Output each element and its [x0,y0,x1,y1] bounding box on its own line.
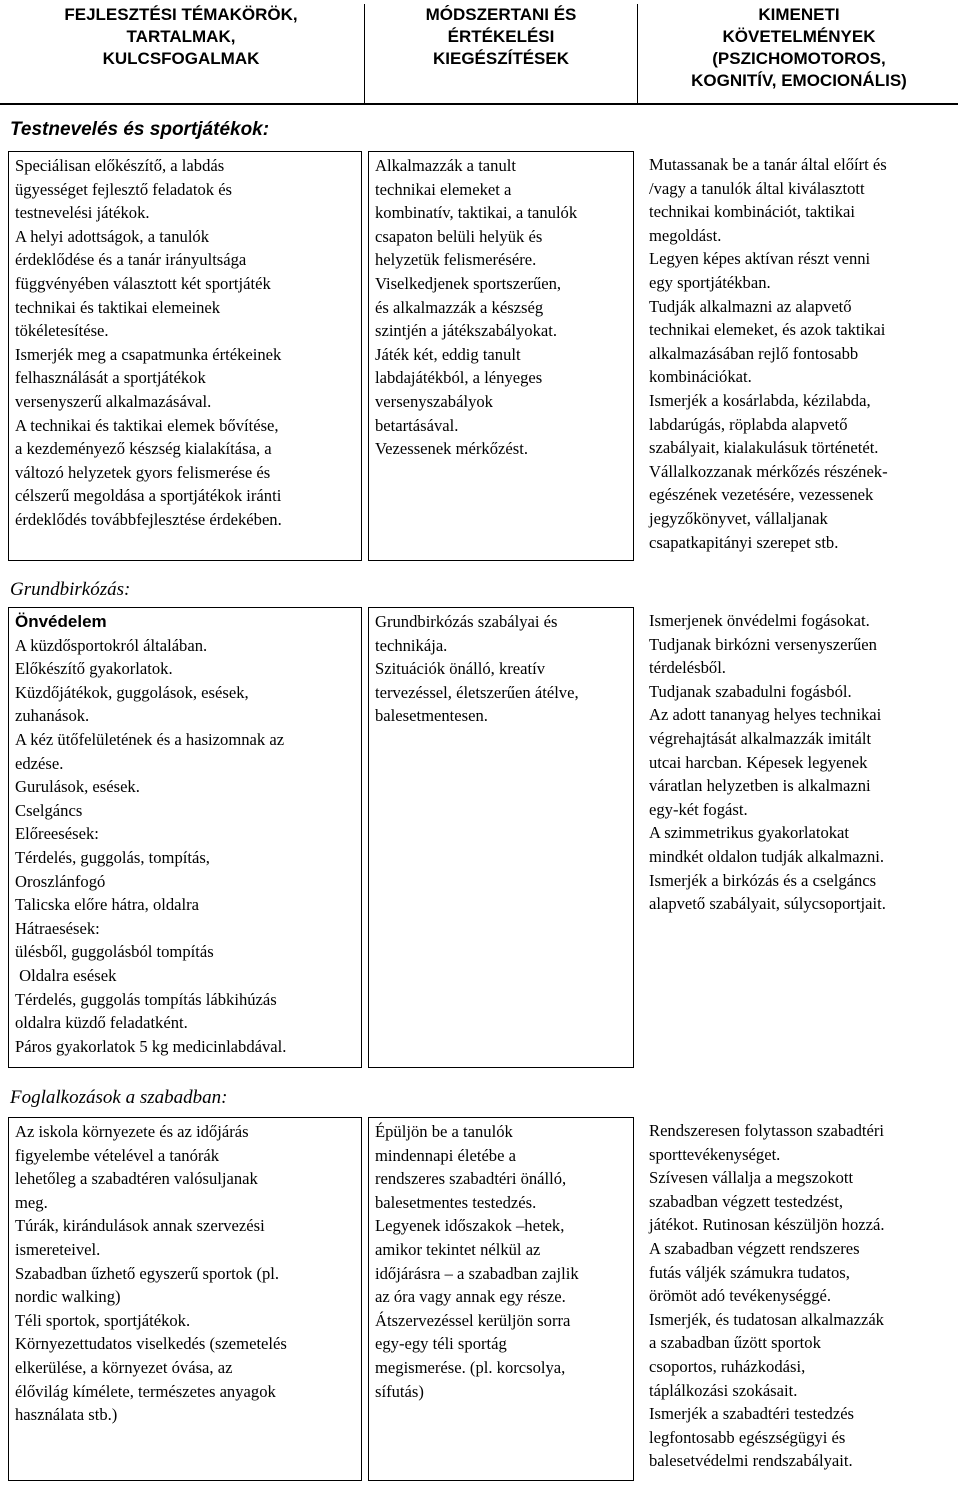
text-line: Gurulások, esések. [15,777,140,797]
text-line: csapatkapitányi szerepet stb. [649,532,839,552]
text-line: Tudjanak szabadulni fogásból. [649,681,852,701]
text-line: Épüljön be a tanulók [375,1122,513,1141]
header-rule [0,103,958,105]
text-line: felhasználását a sportjátékok [15,368,206,388]
text-line: Legyenek időszakok –hetek, [375,1216,565,1236]
text-line: Grundbirkózás szabályai és [375,612,558,631]
text-line: csapaton belüli helyük és [375,226,543,246]
text-line: technikai kombinációt, taktikai [649,202,855,222]
text-line: MÓDSZERTANI ÉS [425,5,577,24]
section-title-outdoor: Foglalkozások a szabadban: [10,1087,228,1108]
text-line: tervezéssel, életszerűen átélve, [375,682,579,702]
text-line: technikai elemeket, és azok taktikai [649,320,886,340]
text-line: A kéz ütőfelületének és a hasizomnak az [15,729,285,749]
text-line: egy sportjátékban. [649,272,771,292]
text-line: testnevelési játékok. [15,203,150,223]
text-line: célszerű megoldása a sportjátékok iránti [15,486,282,506]
text-line: KIEGÉSZÍTÉSEK [432,49,570,68]
text-line: KIMENETI [758,5,840,24]
text-line: érdeklődése és a tanár irányultsága [15,250,247,270]
text-line: használata stb.) [15,1405,118,1425]
text-line: sífutás) [375,1381,424,1401]
text-line: Szituációk önálló, kreatív [375,659,546,679]
text-line: Tudjanak birkózni versenyszerűen [649,634,877,654]
text-line: mindennapi életébe a [375,1145,516,1165]
text-line: betartásával. [375,415,459,435]
text-line: ügyességet fejlesztő feladatok és [15,179,233,199]
text-line: KOGNITÍV, EMOCIONÁLIS) [691,71,907,90]
text-line: csoportos, ruházkodási, [649,1356,806,1376]
text-line: technikája. [375,635,448,655]
text-line: az óra vagy annak egy része. [375,1287,566,1307]
text-line: Túrák, kirándulások annak szervezési [15,1216,265,1236]
text-line: egészének vezetésére, vezessenek [649,485,874,505]
text-line: Környezettudatos viselkedés (szemetelés [15,1334,287,1354]
text-line: edzése. [15,753,64,773]
text-line: Mutassanak be a tanár által előírt és [649,155,887,174]
text-line: táplálkozási szokásait. [649,1380,798,1400]
header-col-topics [0,4,362,102]
text-line: Legyen képes aktívan részt venni [649,249,871,269]
wrestling-outcomes-box [643,607,957,1068]
text-line: szabályait, kialakulásuk történetét. [649,438,879,458]
text-line: élővilág kímélete, természetes anyagok [15,1381,276,1401]
text-line: figyelembe vételével a tanórák [15,1145,220,1165]
text-line: Vezessenek mérkőzést. [375,439,528,459]
text-line: Viselkedjenek sportszerűen, [375,273,562,293]
text-line: kombinációkat. [649,367,752,387]
sport-outcomes-box [643,151,957,561]
text-line: versenyszerű alkalmazásával. [15,391,212,411]
text-line: Küzdőjátékok, guggolások, esések, [15,682,249,702]
text-line: meg. [15,1192,48,1212]
header-col-methods [367,4,635,102]
text-line: érdeklődés továbbfejlesztése érdekében. [15,509,282,529]
outdoor-topics-box [8,1117,362,1481]
section-title-sport: Testnevelés és sportjátékok: [10,119,270,140]
text-line: nordic walking) [15,1287,121,1307]
text-line: váratlan helyzetben is alkalmazni [649,776,871,796]
text-line: Ismerjék a birkózás és a cselgáncs [649,870,877,890]
header-divider-1 [364,4,365,103]
text-line: megoldást. [649,225,722,245]
text-line: sporttevékenységet. [649,1144,781,1164]
wrestling-topics-box [8,607,362,1068]
text-line: örömöt adó tevékenységgé. [649,1286,832,1306]
text-line: KÖVETELMÉNYEK [722,27,876,46]
text-line: oldalra küzdő feladatként. [15,1013,188,1033]
text-line: alkalmazásában rejlő fontosabb [649,343,859,363]
text-line: Szabadban űzhető egyszerű sportok (pl. [15,1263,280,1283]
wrestling-topics-lines [15,634,355,1059]
text-line: A szimmetrikus gyakorlatokat [649,823,850,843]
sport-methods-box [368,151,634,561]
text-line: helyzetük felismerésére. [375,250,537,270]
header-col-outcomes [640,4,958,102]
text-line: Rendszeresen folytasson szabadtéri [649,1121,884,1140]
text-line: tökéletesítése. [15,321,109,341]
text-line: Cselgáncs [15,800,83,820]
text-line: Az iskola környezete és az időjárás [15,1122,249,1141]
text-line: egy-egy téli sportág [375,1334,507,1354]
text-line: végrehajtását alkalmazzák imitált [649,728,872,748]
text-line: Oroszlánfogó [15,871,106,891]
text-line: Az adott tananyag helyes technikai [649,705,882,725]
wrestling-subheading: Önvédelem [15,612,107,631]
header-divider-2 [637,4,638,103]
text-line: Előkészítő gyakorlatok. [15,659,173,679]
text-line: Hátraesések: [15,918,100,938]
text-line: Átszervezéssel kerüljön sorra [375,1310,571,1330]
text-line: lehetőleg a szabadtéren valósuljanak [15,1169,258,1189]
text-line: kombinatív, taktikai, a tanulók [375,203,578,223]
text-line: labdarúgás, röplabda alapvető [649,414,848,434]
text-line: Térdelés, guggolás tompítás lábkihúzás [15,989,277,1009]
text-line: utcai harcban. Képesek legyenek [649,752,868,772]
text-line: zuhanások. [15,706,90,726]
text-line: egy-két fogást. [649,799,748,819]
text-line: labdajátékból, a lényeges [375,368,543,388]
text-line: a kezdeményező készség kialakítása, a [15,439,272,459]
outdoor-methods-box [368,1117,634,1481]
text-line: szintjén a játékszabályokat. [375,321,557,341]
text-line: KULCSFOGALMAK [102,49,260,68]
text-line: időjárásra – a szabadban zajlik [375,1263,579,1283]
text-line: Ismerjék a szabadtéri testedzés [649,1404,855,1424]
text-line: TARTALMAK, [126,27,236,46]
text-line: A technikai és taktikai elemek bővítése, [15,415,279,435]
text-line: ülésből, guggolásból tompítás [15,942,214,962]
text-line: szabadban végzett testedzést, [649,1191,843,1211]
text-line: FEJLESZTÉSI TÉMAKÖRÖK, [64,5,298,24]
outdoor-outcomes-box [643,1117,957,1481]
text-line: Térdelés, guggolás, tompítás, [15,847,210,867]
text-line: A helyi adottságok, a tanulók [15,226,210,246]
text-line: játékot. Rutinosan készüljön hozzá. [649,1215,885,1235]
text-line: technikai és taktikai elemeinek [15,297,221,317]
text-line: és alkalmazzák a készség [375,297,544,317]
text-line: alapvető szabályait, súlycsoportjait. [649,894,886,914]
text-line: balesetmentes testedzés. [375,1192,537,1212]
text-line: Téli sportok, sportjátékok. [15,1310,191,1330]
text-line: futás váljék számukra tudatos, [649,1262,850,1282]
text-line: ÉRTÉKELÉSI [447,27,555,46]
text-line: Játék két, eddig tanult [375,344,521,364]
text-line: Ismerjék a kosárlabda, kézilabda, [649,390,871,410]
text-line: rendszeres szabadtéri önálló, [375,1169,567,1189]
text-line: Szívesen vállalja a megszokott [649,1168,854,1188]
text-line: A szabadban végzett rendszeres [649,1238,860,1258]
text-line: jegyzőkönyvet, vállaljanak [649,508,828,528]
text-line: Oldalra esések [15,965,117,985]
text-line: (PSZICHOMOTOROS, [712,49,886,68]
text-line: változó helyzetek gyors felismerése és [15,462,271,482]
text-line: megismerése. (pl. korcsolya, [375,1357,566,1377]
text-line: Talicska előre hátra, oldalra [15,895,200,915]
text-line: /vagy a tanulók által kiválasztott [649,178,865,198]
text-line: A küzdősportokról általában. [15,635,208,655]
wrestling-methods-box [368,607,634,1068]
text-line: balesetmentesen. [375,706,488,726]
text-line: elkerülése, a környezet óvása, az [15,1357,233,1377]
text-line: Ismerjék meg a csapatmunka értékeinek [15,344,282,364]
text-line: mindkét oldalon tudják alkalmazni. [649,846,885,866]
sport-topics-box [8,151,362,561]
text-line: a szabadban űzött sportok [649,1333,821,1353]
text-line: Ismerjenek önvédelmi fogásokat. [649,611,870,630]
text-line: ismereteivel. [15,1239,101,1259]
text-line: Páros gyakorlatok 5 kg medicinlabdával. [15,1036,287,1056]
section-title-wrestling: Grundbirkózás: [10,579,131,600]
text-line: technikai elemeket a [375,179,512,199]
text-line: legfontosabb egészségügyi és [649,1427,846,1447]
text-line: balesetvédelmi rendszabályait. [649,1451,853,1471]
text-line: amikor tekintet nélkül az [375,1239,541,1259]
text-line: Alkalmazzák a tanult [375,156,516,175]
text-line: Vállalkozzanak mérkőzés részének- [649,461,888,481]
text-line: Ismerjék, és tudatosan alkalmazzák [649,1309,884,1329]
text-line: versenyszabályok [375,391,493,411]
text-line: Speciálisan előkészítő, a labdás [15,156,225,175]
text-line: térdelésből. [649,658,726,678]
text-line: Tudják alkalmazni az alapvető [649,296,852,316]
text-line: Előreesések: [15,824,99,844]
text-line: függvényében választott két sportjáték [15,273,271,293]
